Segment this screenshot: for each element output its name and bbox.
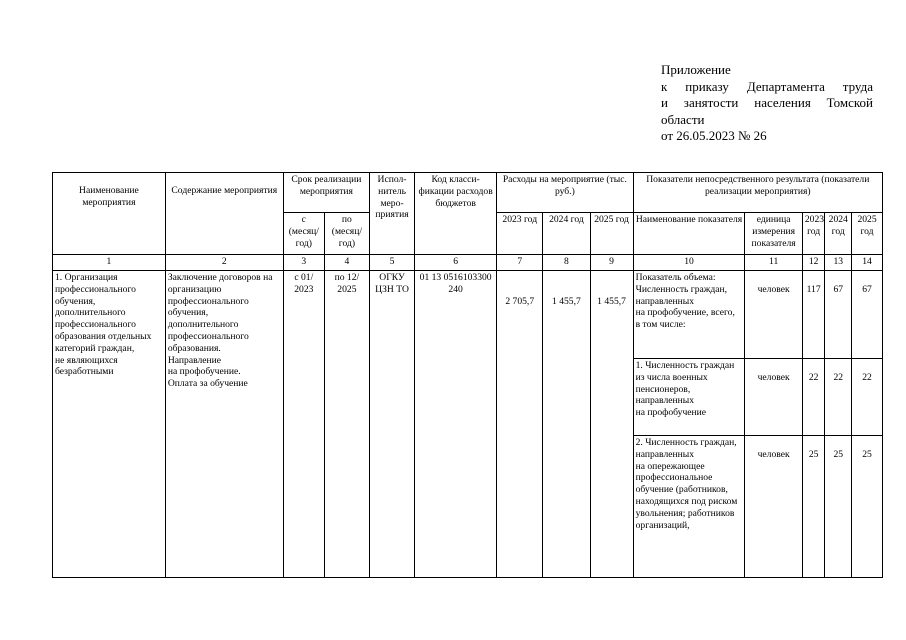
column-number: 14 xyxy=(852,255,883,271)
term-from: с 01/ 2023 xyxy=(283,271,324,578)
column-number: 9 xyxy=(590,255,633,271)
measure-content: Заключение договоров на организацию профессионального обучения, дополнительного профессионального образования. Направление на профобучение. Оплата за обучение xyxy=(165,271,283,578)
header-term-to: по (месяц/ год) xyxy=(324,213,369,255)
order-date-number: от 26.05.2023 № 26 xyxy=(661,128,767,143)
column-number: 2 xyxy=(165,255,283,271)
indicator-name: 1. Численность граждан из числа военных пенсионеров, направленных на профобучение xyxy=(633,359,745,436)
table-row xyxy=(53,271,883,359)
column-number: 11 xyxy=(745,255,802,271)
header-executor: Испол-нитель меро-приятия xyxy=(369,173,414,255)
column-number: 4 xyxy=(324,255,369,271)
header-budget-code: Код класси-фикации расходов бюджетов xyxy=(415,173,497,255)
header-term-from: с (месяц/ год) xyxy=(283,213,324,255)
indicator-unit: человек xyxy=(745,271,802,359)
measures-table xyxy=(52,172,883,578)
expenses-2025: 1 455,7 xyxy=(590,271,633,578)
expenses-2024: 1 455,7 xyxy=(543,271,590,578)
indicator-unit: человек xyxy=(745,359,802,436)
header-expenses-2025: 2025 год xyxy=(590,213,633,255)
header-expenses-2023: 2023 год xyxy=(497,213,543,255)
indicator-name: 2. Численность граждан, направленных на опережающее профессиональное обучение (работников, находящихся под риском увольнения; работников организаций, xyxy=(633,436,745,578)
measure-name: 1. Организация профессионального обучения, дополнительного профессионального образования отдельных категорий граждан, не являющихся безработными xyxy=(53,271,166,578)
indicator-2023: 117 xyxy=(802,271,825,359)
header-expenses-2024: 2024 год xyxy=(543,213,590,255)
column-number: 8 xyxy=(543,255,590,271)
indicator-unit: человек xyxy=(745,436,802,578)
executor: ОГКУ ЦЗН ТО xyxy=(369,271,414,578)
header-expenses: Расходы на мероприятие (тыс. руб.) xyxy=(497,173,633,213)
column-number: 7 xyxy=(497,255,543,271)
header-indicator-name: Наименование показателя xyxy=(633,213,745,255)
column-number: 13 xyxy=(825,255,852,271)
indicator-2024: 25 xyxy=(825,436,852,578)
indicator-2025: 22 xyxy=(852,359,883,436)
column-numbers-row xyxy=(53,255,883,271)
appendix-header xyxy=(661,62,873,145)
indicator-2023: 25 xyxy=(802,436,825,578)
indicator-2024: 67 xyxy=(825,271,852,359)
term-to: по 12/ 2025 xyxy=(324,271,369,578)
column-number: 3 xyxy=(283,255,324,271)
column-number: 6 xyxy=(415,255,497,271)
budget-code: 01 13 0516103300 240 xyxy=(415,271,497,578)
column-number: 5 xyxy=(369,255,414,271)
header-indicator-2024: 2024 год xyxy=(825,213,852,255)
column-number: 1 xyxy=(53,255,166,271)
appendix-title: Приложение xyxy=(661,62,731,77)
indicator-2023: 22 xyxy=(802,359,825,436)
header-measure-content: Содержание мероприятия xyxy=(165,173,283,255)
header-unit: единица измерения показателя xyxy=(745,213,802,255)
indicator-name: Показатель объема: Численность граждан, направленных на профобучение, всего, в том числе: xyxy=(633,271,745,359)
header-indicator-2025: 2025 год xyxy=(852,213,883,255)
column-number: 12 xyxy=(802,255,825,271)
department-line: и занятости населения Томской xyxy=(661,95,873,110)
indicator-2025: 25 xyxy=(852,436,883,578)
column-number: 10 xyxy=(633,255,745,271)
header-indicator-2023: 2023 год xyxy=(802,213,825,255)
indicator-2025: 67 xyxy=(852,271,883,359)
header-measure-name: Наименование мероприятия xyxy=(53,173,166,255)
header-term: Срок реализации мероприятия xyxy=(283,173,369,213)
indicator-2024: 22 xyxy=(825,359,852,436)
order-reference-line: к приказу Департамента труда xyxy=(661,78,873,94)
expenses-2023: 2 705,7 xyxy=(497,271,543,578)
region-line: области xyxy=(661,111,705,127)
header-indicators: Показатели непосредственного результата (показатели реализации мероприятия) xyxy=(633,173,882,213)
